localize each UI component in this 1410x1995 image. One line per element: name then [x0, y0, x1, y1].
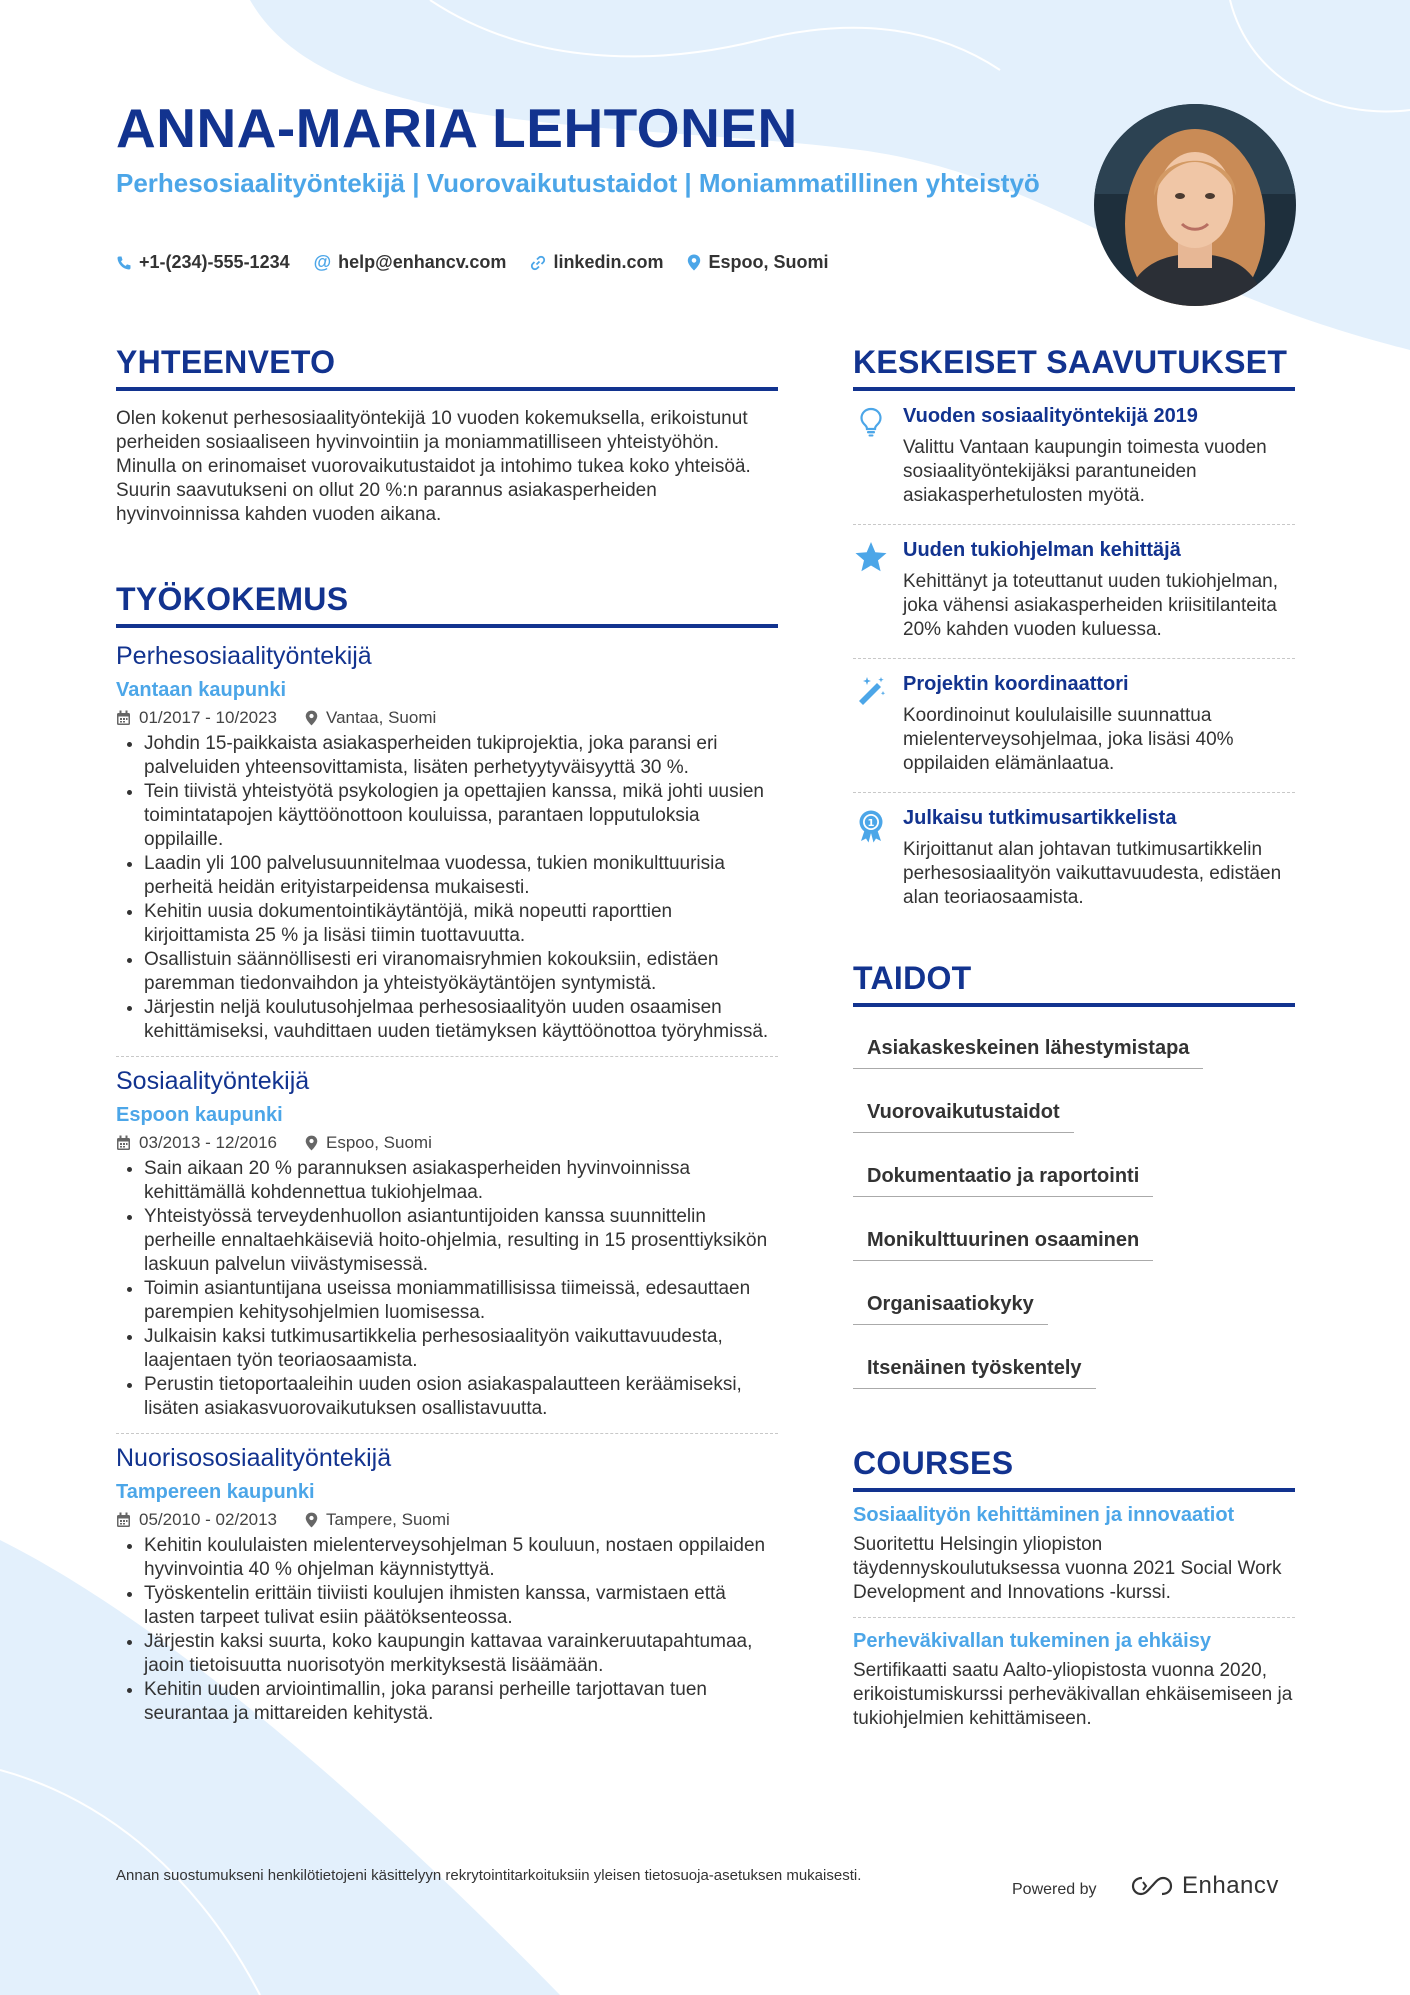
location-pin-icon: [305, 710, 318, 726]
job-bullet: • Laadin yli 100 palvelusuunnitelmaa vuodessa, tukien monikulttuurisia perheitä heidän erityistarpeidensa mukaisesti.: [144, 852, 778, 900]
job-dates-text: 01/2017 - 10/2023: [139, 708, 278, 727]
summary-heading: YHTEENVETO: [116, 344, 778, 391]
job-dates-text: 05/2010 - 02/2013: [139, 1510, 278, 1529]
achievement-desc: Kehittänyt ja toteuttanut uuden tukiohjelman, joka vähensi asiakasperheiden kriisitilanteita 20% kahden vuoden kuluessa.: [903, 571, 1278, 640]
skills-heading: TAIDOT: [853, 960, 1295, 1007]
job-bullet: • Yhteistyössä terveydenhuollon asiantuntijoiden kanssa suunnittelin perheille ennaltaehkäiseviä hoito-ohjelmia, resulting in 15 prosenttiyksikön laskuun palvelun viivästymisessä.: [144, 1205, 778, 1277]
job-bullet: • Tein tiivistä yhteistyötä psykologien ja opettajien kanssa, mikä johti uusien toimintatapojen käyttöönottoon kouluissa, parantaen lopputuloksia oppilaille.: [144, 780, 778, 852]
job-bullets: [116, 732, 778, 1044]
candidate-tagline: Perhesosiaalityöntekijä | Vuorovaikutustaidot | Moniammatillinen yhteistyö: [116, 168, 1040, 198]
contact-email[interactable]: [314, 252, 507, 273]
job-bullet: • Työskentelin erittäin tiiviisti koulujen ihmisten kanssa, varmistaen että lasten tarpeet tulivat esiin päätöksenteossa.: [144, 1582, 778, 1630]
profile-photo: [1094, 104, 1296, 306]
location-pin-icon: [305, 1512, 318, 1528]
job-entry: [116, 1067, 778, 1434]
svg-text:1: 1: [867, 818, 875, 829]
job-dates: [116, 1510, 277, 1530]
contact-location: [687, 252, 828, 273]
contact-phone[interactable]: [116, 252, 290, 273]
calendar-icon: [116, 710, 131, 726]
skills-list: [853, 1017, 1295, 1389]
achievement-desc: Koordinoinut koululaisille suunnattua mielenterveysohjelmaa, joka lisäsi 40% oppilaiden elämänlaatua.: [903, 705, 1234, 774]
email-text: help@enhancv.com: [338, 252, 507, 272]
location-pin-icon: [305, 1135, 318, 1151]
course-item: [853, 1618, 1295, 1743]
job-company: Espoon kaupunki: [116, 1104, 283, 1126]
job-location-text: Tampere, Suomi: [326, 1510, 450, 1529]
enhancv-logo-icon: [1130, 1875, 1174, 1897]
achievement-title: Uuden tukiohjelman kehittäjä: [903, 539, 1181, 561]
job-meta: [116, 1510, 778, 1530]
job-entry: [116, 642, 778, 1057]
job-meta: [116, 708, 778, 728]
achievement-title: Vuoden sosiaalityöntekijä 2019: [903, 405, 1198, 427]
summary-section: [116, 344, 778, 527]
skill-tag: Monikulttuurinen osaaminen: [853, 1219, 1153, 1261]
course-desc: Sertifikaatti saatu Aalto-yliopistosta vuonna 2020, erikoistumiskurssi perheväkivallan ehkäisemiseen ja tukiohjelmien kehittämiseen.: [853, 1660, 1293, 1729]
job-meta: [116, 1133, 778, 1153]
achievement-title: Projektin koordinaattori: [903, 673, 1129, 695]
job-bullet: • Kehitin uuden arviointimallin, joka paransi perheille tarjottavan tuen seurantaa ja mittareiden kehitystä.: [144, 1678, 778, 1726]
skill-tag: Asiakaskeskeinen lähestymistapa: [853, 1027, 1203, 1069]
at-sign-icon: @: [313, 252, 332, 272]
job-bullet: • Julkaisin kaksi tutkimusartikkelia perhesosiaalityön vaikuttavuudesta, laajentaen työn teoriaosaamista.: [144, 1325, 778, 1373]
job-bullet: • Kehitin uusia dokumentointikäytäntöjä, mikä nopeutti raporttien kirjoittamista 25 % ja lisäsi tiimin tuottavuutta.: [144, 900, 778, 948]
experience-heading: TYÖKOKEMUS: [116, 581, 778, 628]
job-bullet: • Perustin tietoportaaleihin uuden osion asiakaspalautteen keräämiseksi, lisäten asiakasvuorovaikutuksen osallistavuutta.: [144, 1373, 778, 1421]
enhancv-brand[interactable]: [1130, 1872, 1279, 1900]
job-dates: [116, 708, 277, 728]
skill-tag: Organisaatiokyky: [853, 1283, 1048, 1325]
job-location: [305, 1133, 432, 1153]
course-title: Perheväkivallan tukeminen ja ehkäisy: [853, 1630, 1211, 1652]
job-location-text: Espoo, Suomi: [326, 1133, 432, 1152]
contact-bar: [116, 252, 828, 273]
courses-section: [853, 1445, 1295, 1743]
contact-linkedin[interactable]: [530, 252, 663, 273]
job-location-text: Vantaa, Suomi: [326, 708, 437, 727]
link-icon: [530, 255, 546, 271]
achievement-item: [853, 525, 1295, 659]
magic-wand-icon: [853, 673, 889, 776]
phone-icon: [116, 255, 132, 271]
job-bullets: [116, 1157, 778, 1421]
job-dates-text: 03/2013 - 12/2016: [139, 1133, 278, 1152]
phone-text: +1-(234)-555-1234: [139, 252, 290, 272]
job-title: Sosiaalityöntekijä: [116, 1067, 310, 1095]
skill-tag: Vuorovaikutustaidot: [853, 1091, 1074, 1133]
achievement-item: [853, 391, 1295, 525]
achievement-item: [853, 793, 1295, 926]
achievement-title: Julkaisu tutkimusartikkelista: [903, 807, 1177, 829]
job-dates: [116, 1133, 277, 1153]
job-bullets: [116, 1534, 778, 1726]
job-company: Vantaan kaupunki: [116, 679, 287, 701]
job-bullet: • Toimin asiantuntijana useissa moniammatillisissa tiimeissä, edesauttaen parempien kehitysohjelmien luomisessa.: [144, 1277, 778, 1325]
powered-by-label: Powered by: [1012, 1881, 1097, 1898]
linkedin-text: linkedin.com: [553, 252, 664, 272]
job-bullet: • Sain aikaan 20 % parannuksen asiakasperheiden hyvinvoinnissa kehittämällä kohdennettua tukiohjelmaa.: [144, 1157, 778, 1205]
job-bullet: • Kehitin koululaisten mielenterveysohjelman 5 kouluun, nostaen oppilaiden hyvinvointia 40 % ohjelman käynnistyttyä.: [144, 1534, 778, 1582]
left-column: [116, 344, 778, 1738]
achievements-section: [853, 344, 1295, 926]
brand-name: Enhancv: [1182, 1872, 1279, 1899]
lightbulb-icon: [853, 405, 889, 508]
job-title: Nuorisososiaalityöntekijä: [116, 1444, 392, 1472]
location-text: Espoo, Suomi: [708, 252, 829, 272]
calendar-icon: [116, 1512, 131, 1528]
star-icon: [853, 539, 889, 642]
achievement-item: [853, 659, 1295, 793]
job-location: [305, 1510, 450, 1530]
candidate-name: ANNA-MARIA LEHTONEN: [116, 97, 798, 159]
job-bullet: • Järjestin neljä koulutusohjelmaa perhesosiaalityön uuden osaamisen kehittämiseksi, vauhdittaen uuden tietämyksen käyttöönottoa työryhmissä.: [144, 996, 778, 1044]
course-item: [853, 1492, 1295, 1618]
job-title: Perhesosiaalityöntekijä: [116, 642, 372, 670]
experience-section: [116, 581, 778, 1738]
skill-tag: Dokumentaatio ja raportointi: [853, 1155, 1153, 1197]
location-pin-icon: [687, 254, 701, 271]
gdpr-consent-note: Annan suostumukseni henkilötietojeni käsittelyyn rekrytointitarkoituksiin yleisen tietosuoja-asetuksen mukaisesti.: [116, 1867, 862, 1884]
job-bullet: • Johdin 15-paikkaista asiakasperheiden tukiprojektia, joka paransi eri palveluiden yhteensovittamista, lisäten perhetyytyväisyyttä 30 %.: [144, 732, 778, 780]
skill-tag: Itsenäinen työskentely: [853, 1347, 1096, 1389]
achievement-desc: Kirjoittanut alan johtavan tutkimusartikkelin perhesosiaalityön vaikuttavuudesta, edistäen alan teoriaosaamista.: [903, 839, 1282, 908]
course-desc: Suoritettu Helsingin yliopiston täydennyskoulutuksessa vuonna 2021 Social Work Development and Innovations -kurssi.: [853, 1534, 1282, 1603]
skills-section: [853, 960, 1295, 1389]
course-title: Sosiaalityön kehittäminen ja innovaatiot: [853, 1504, 1235, 1526]
job-bullet: • Osallistuin säännöllisesti eri viranomaisryhmien kokouksiin, edistäen paremman tiedonvaihdon ja yhteistyökäytäntöjen syntymistä.: [144, 948, 778, 996]
job-bullet: • Järjestin kaksi suurta, koko kaupungin kattavaa varainkeruutapahtumaa, jaoin tietoisuutta nuorisotyön merkityksestä lisäämään.: [144, 1630, 778, 1678]
achievements-heading: KESKEISET SAAVUTUKSET: [853, 344, 1295, 391]
calendar-icon: [116, 1135, 131, 1151]
right-column: [853, 344, 1295, 1743]
job-entry: [116, 1444, 778, 1738]
achievement-desc: Valittu Vantaan kaupungin toimesta vuoden sosiaalityöntekijäksi parantuneiden asiakasperhetulosten myötä.: [903, 437, 1267, 506]
courses-heading: COURSES: [853, 1445, 1295, 1492]
job-company: Tampereen kaupunki: [116, 1481, 315, 1503]
award-ribbon-icon: [853, 807, 889, 910]
summary-text: Olen kokenut perhesosiaalityöntekijä 10 vuoden kokemuksella, erikoistunut perheiden sosiaaliseen hyvinvointiin ja moniammatilliseen yhteistyöhön. Minulla on erinomaiset vuorovaikutustaidot ja intohimo tukea koko yhteisöä. Suurin saavutukseni on ollut 20 %:n parannus asiakasperheiden hyvinvoinnissa kahden vuoden aikana.: [116, 408, 751, 525]
job-location: [305, 708, 436, 728]
